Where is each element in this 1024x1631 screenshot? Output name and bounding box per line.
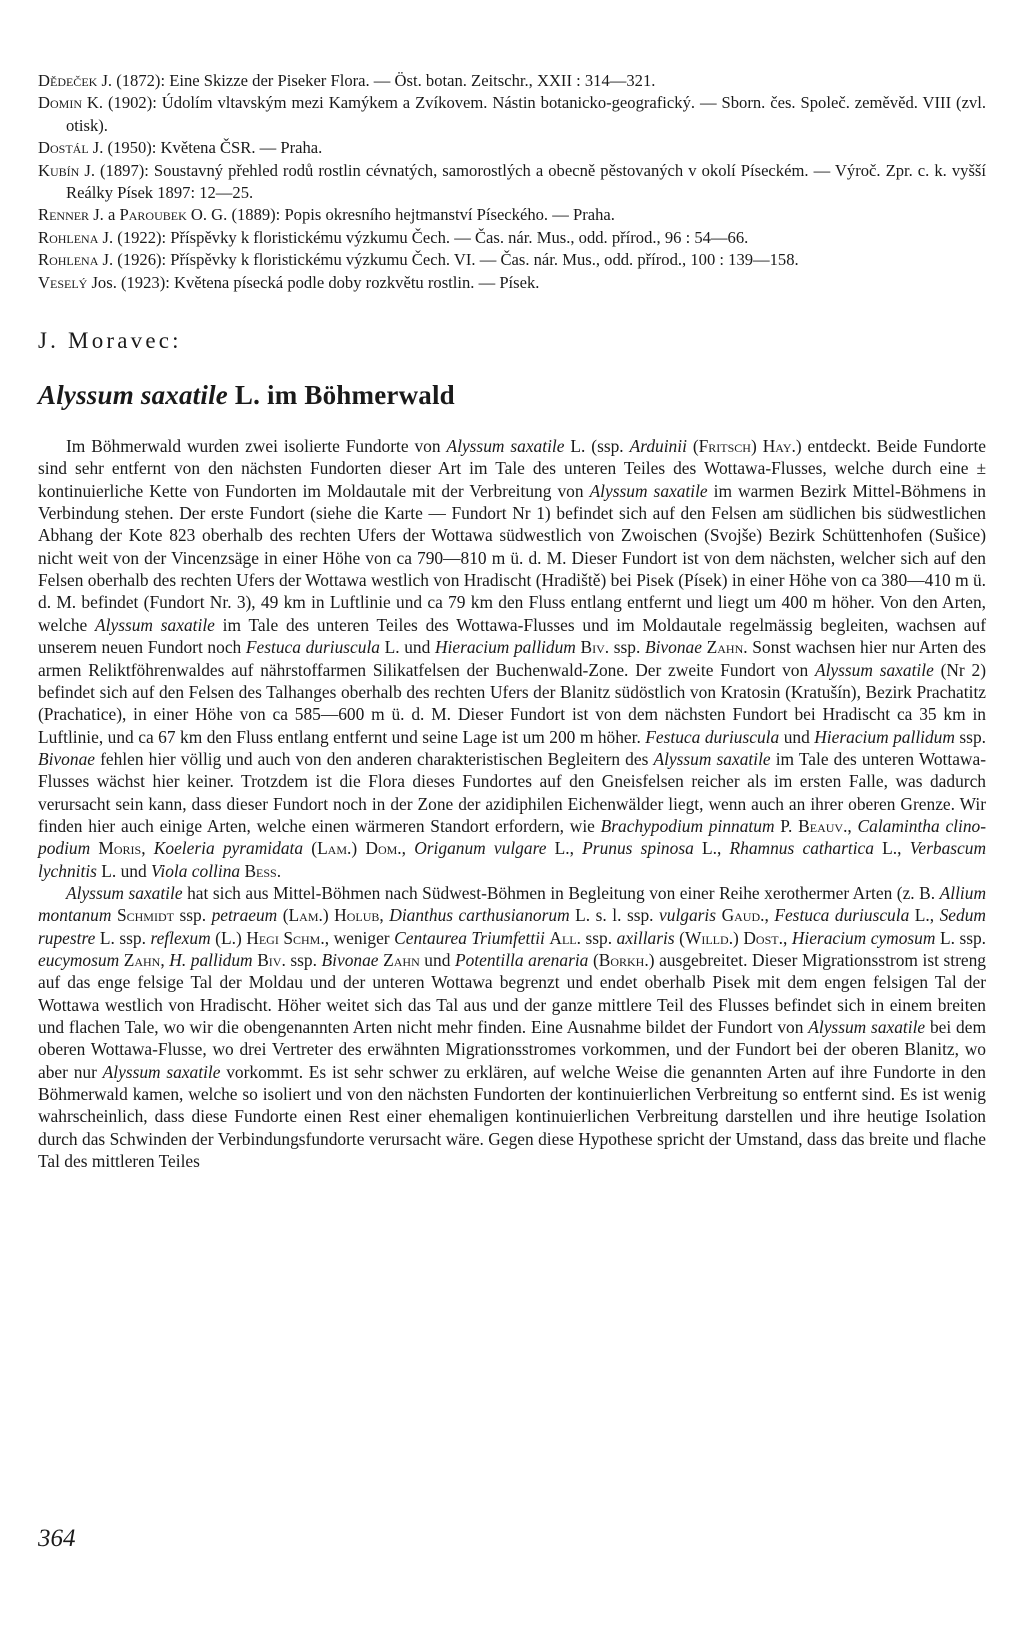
text-span: L. und — [96, 860, 152, 881]
body-paragraph — [38, 882, 986, 1172]
text-span: . ssp. — [604, 637, 645, 658]
smallcaps-span: Schmidt — [116, 905, 174, 926]
text-span: .) entdeckt. Beide Fundorte sind sehr entfernt von den nächsten Fundorten dieser Art im Tale des unteren Teiles des Wottawa-Flusses, welche durch eine ± kontinuierliche Kette von Fundorten im Moldautale mit der Verbreitung von — [38, 436, 987, 501]
reference-entry — [38, 160, 986, 205]
smallcaps-span: Paroubek — [119, 205, 187, 225]
smallcaps-span: Bess — [244, 860, 277, 881]
italic-span: Bivonae — [644, 637, 702, 658]
text-span: L. ssp. — [95, 927, 151, 948]
italic-span: Hieracium cymosum — [791, 927, 936, 948]
text-span: .) — [728, 927, 744, 948]
italic-span: Bivonae — [38, 748, 95, 769]
italic-span: Alyssum saxatile — [814, 659, 934, 680]
italic-span: Calamintha clinopodium — [38, 815, 987, 859]
text-span: ., weniger — [320, 927, 395, 948]
text-span: L. s. l. ssp. — [569, 905, 660, 926]
text-span: L., — [909, 905, 940, 926]
smallcaps-span: Beauv — [798, 815, 844, 836]
italic-span: Brachypodium pinnatum — [600, 815, 775, 836]
text-span: ssp. — [954, 726, 986, 747]
smallcaps-span: Biv — [580, 637, 605, 658]
article-title — [38, 380, 986, 411]
page-number: 364 — [38, 1525, 76, 1552]
text-span: . Sonst wachsen hier nur Arten des armen Reliktföhrenwaldes auf nährstoffarmen Silikatfelsen der Buchenwald-Zone. Der zweite Fundort von — [38, 637, 987, 680]
smallcaps-span: All — [549, 927, 577, 948]
text-span: J. (1950): Květena ČSR. — Praha. — [88, 138, 323, 158]
text-span: (L.) — [210, 927, 247, 948]
italic-span: petraeum — [211, 905, 278, 926]
text-span: vorkommt. Es ist sehr schwer zu erklären, auf welche Weise die genannten Arten auf ihre Fundorte in den Böhmerwald kamen, welche so isoliert und von den nächsten Fundorten der kontinuierlichen Verbreitung so entfernt sind. Es ist wenig wahrscheinlich, dass diese Fundorte einen Rest einer ehemaligen kontinuierlichen Verbreitung darstellen und ihre heutige Isolation durch das Schwinden der Verbindungsfundorte verursacht wäre. Gegen diese Hypothese spricht der Umstand, dass das breite und flache Tal des mittleren Teiles — [38, 1061, 986, 1172]
italic-span: Arduinii — [629, 436, 687, 457]
smallcaps-span: Biv — [257, 949, 282, 970]
reference-entry — [38, 227, 986, 249]
text-span: . — [276, 860, 282, 881]
italic-span: Prunus spinosa — [582, 838, 694, 859]
text-span: L. (ssp. — [564, 436, 630, 457]
smallcaps-span: Dostál — [38, 138, 89, 158]
text-span: J. a — [89, 205, 120, 225]
title-rest: L. im Böhmerwald — [227, 380, 455, 411]
smallcaps-span: Dom — [365, 838, 398, 859]
text-span: im warmen Bezirk Mittel-Böhmens in Verbindung stehen. Der erste Fundort (siehe die Karte — Fundort Nr 1) befindet sich auf den Felsen am südlichen bis südwestlichen Abhang der Kote 823 oberhalb des rechten Ufers der Wottawa südwestlich von Zwoischen (Svojše) Bezirk Schüttenhofen (Sušice) nicht weit von der Vincenzsäge in einer Höhe von ca 790—810 m ü. d. M. Dieser Fundort ist von dem nächsten, welcher sich auf den Felsen oberhalb des rechten Ufers der Wottawa westlich von Hradischt (Hradiště) bei Pisek (Písek) in einer Höhe von ca 380—410 m ü. d. M. befindet (Fundort Nr. 3), 49 km in Luftlinie und ca 79 km den Fluss entlang entfernt und liegt um 400 m höher. Von den Arten, welche — [38, 480, 986, 635]
text-span: ., — [778, 927, 792, 948]
smallcaps-span: Willd — [684, 927, 729, 948]
text-span: . ssp. — [281, 949, 322, 970]
smallcaps-span: Borkh — [598, 949, 645, 970]
smallcaps-span: Zahn — [706, 637, 744, 658]
smallcaps-span: Renner — [38, 205, 90, 225]
text-span: .) — [347, 838, 366, 859]
body-paragraph — [38, 435, 986, 882]
text-span: Im Böhmerwald wurden zwei isolierte Fundorte von — [66, 436, 447, 457]
italic-span: Festuca duriuscula — [645, 726, 780, 747]
text-span: J. (1926): Příspěvky k floristickému výzkumu Čech. VI. — Čas. nár. Mus., odd. přírod., 100 : 139—158. — [98, 250, 799, 270]
text-span: P. — [774, 815, 799, 836]
smallcaps-span: Hay — [762, 436, 792, 457]
italic-span: Origanum vulgare — [414, 838, 547, 859]
text-span: , — [141, 838, 154, 859]
italic-span: Centaurea Triumfettii — [394, 927, 545, 948]
text-span: ( — [674, 927, 685, 948]
text-span: Jos. (1923): Květena písecká podle doby rozkvětu rostlin. — Písek. — [87, 272, 540, 292]
reference-list — [38, 70, 986, 294]
text-span: ( — [277, 905, 289, 926]
text-span: ) — [750, 436, 763, 457]
italic-span: Alyssum saxatile — [589, 480, 708, 501]
text-span: L., — [546, 838, 583, 859]
italic-span: H. pallidum — [169, 949, 253, 970]
reference-entry — [38, 137, 986, 159]
text-span: , — [379, 905, 390, 926]
article-author: J. Moravec: — [38, 328, 182, 354]
text-span: ( — [303, 838, 318, 859]
smallcaps-span: Moris — [98, 838, 142, 859]
page-content — [38, 70, 986, 1172]
text-span: im Tale des unteren Wottawa-Flusses wächst hier keiner. Trotzdem ist die Flora dieses Fundortes auf den Gneisfelsen reicher als im ersten Falle, was dadurch verursacht sein kann, dass dieser Fundort noch in der Zone der azidiphilen Eichenwälder liegt, wenn auch an ihrer oberen Grenze. Wir finden hier auch einige Arten, welche einen wärmeren Standort erfordern, wie — [38, 748, 986, 836]
text-span: . ssp. — [576, 927, 617, 948]
text-span: ssp. — [173, 905, 212, 926]
smallcaps-span: Veselý — [38, 272, 88, 292]
text-span: ., — [843, 815, 858, 836]
italic-span: Bivonae — [321, 949, 379, 970]
text-span: L., — [873, 838, 910, 859]
smallcaps-span: Kubín — [38, 160, 80, 180]
smallcaps-span: Gaud — [721, 905, 761, 926]
italic-span: Rhamnus cathartica — [729, 838, 874, 859]
italic-span: Sedum rupestre — [38, 905, 986, 948]
text-span: J. (1872): Eine Skizze der Piseker Flora. — Öst. botan. Zeitschr., XXII : 314—321. — [97, 71, 656, 90]
text-span: ., — [760, 905, 775, 926]
text-span: und — [419, 949, 455, 970]
smallcaps-span: Zahn — [123, 949, 161, 970]
text-span: ., — [397, 838, 415, 859]
smallcaps-span: Domin — [38, 93, 82, 113]
text-span: .) ausgebreitet. Dieser Migrationsstrom ist streng auf das enge felsige Tal der Moldau und der unteren Wottawa begrenzt und endet oberhalb Pisek mit dem engen felsigen Tal der Wottawa westlich von Hradischt. Höher weitet sich das Tal aus und der ganze mittlere Teil des Flusses befindet sich in einem breiten und flachen Tale, wo wir die obengenannten Arten nicht mehr finden. Eine Ausnahme bildet der Fundort von — [38, 949, 986, 1037]
italic-span: axillaris — [616, 927, 675, 948]
smallcaps-span: Dědeček — [38, 71, 98, 90]
smallcaps-span: Hegi Schm — [246, 927, 321, 948]
italic-span: Potentilla arenaria — [454, 949, 589, 970]
italic-span: Verbascum lychnitis — [38, 838, 987, 881]
smallcaps-span: Lam — [317, 838, 348, 859]
italic-span: Alyssum saxatile — [653, 748, 771, 769]
italic-span: Koeleria pyramidata — [153, 838, 304, 859]
text-span: (Nr 2) befindet sich auf den Felsen des Talhanges oberhalb des rechten Ufers der Blanitz südöstlich von Kratosin (Kratušín), Bezirk Prachatitz (Prachatice), in einer Höhe von ca 585—600 m ü. d. M. Dieser Fundort ist von dem nächsten Fundort bei Hradischt ca 35 km in Luftlinie, und ca 67 km den Fluss entlang entfernt und seine Lage ist um 200 m höher. — [38, 659, 986, 747]
text-span: ( — [686, 436, 699, 457]
italic-span: reflexum — [150, 927, 211, 948]
italic-span: eucymosum — [38, 949, 120, 970]
smallcaps-span: Fritsch — [698, 436, 751, 457]
text-span: K. (1902): Údolím vltavským mezi Kamýkem a Zvíkovem. Nástin botanicko-geografický. — Sborn. čes. Společ. zeměvěd. VIII (zvl. otisk). — [66, 93, 986, 135]
text-span: hat sich aus Mittel-Böhmen nach Südwest-Böhmen in Begleitung von einer Reihe xerothermer Arten (z. B. — [182, 882, 940, 903]
smallcaps-span: Zahn — [383, 949, 420, 970]
reference-entry — [38, 204, 986, 226]
text-span: und — [779, 726, 815, 747]
text-span: .) — [318, 905, 335, 926]
italic-span: Alyssum saxatile — [808, 1017, 926, 1037]
smallcaps-span: Dost — [743, 927, 779, 948]
text-span: bei dem oberen Wottawa-Flusse, wo drei Vertreter des erwähnten Migrationsstromes vorkommen, und der Fundort bei der oberen Blanitz, wo aber nur — [38, 1017, 986, 1082]
reference-entry — [38, 70, 986, 92]
italic-span: vulgaris — [659, 905, 717, 926]
smallcaps-span: Rohlena — [38, 227, 99, 247]
smallcaps-span: Rohlena — [38, 250, 99, 270]
text-span: ( — [588, 949, 599, 970]
text-span: im Tale des unteren Teiles des Wottawa-Flusses und im Moldautale regelmässig begleiten, wachsen auf unserem neuen Fundort noch — [38, 614, 986, 658]
text-span: L., — [693, 838, 730, 859]
text-span: fehlen hier völlig und auch von den anderen charakteristischen Begleitern des — [94, 748, 654, 769]
text-span: J. (1922): Příspěvky k floristickému výzkumu Čech. — Čas. nár. Mus., odd. přírod., 96 : 54—66. — [98, 227, 749, 247]
reference-entry — [38, 249, 986, 271]
smallcaps-span: Lam — [288, 905, 319, 926]
italic-span: Alyssum saxatile — [102, 1061, 221, 1082]
text-span: L. ssp. — [935, 927, 987, 948]
reference-entry — [38, 92, 986, 137]
text-span: O. G. (1889): Popis okresního hejtmanství Píseckého. — Praha. — [186, 205, 615, 225]
italic-span: Dianthus carthusianorum — [389, 905, 570, 926]
italic-span: Festuca duriuscula — [774, 905, 910, 926]
text-span: L. und — [379, 637, 435, 658]
italic-span: Viola collina — [151, 860, 241, 881]
title-species: Alyssum saxatile — [38, 380, 228, 411]
article-body — [38, 435, 986, 1172]
italic-span: Hieracium pallidum — [434, 637, 576, 658]
reference-entry — [38, 272, 986, 294]
smallcaps-span: Holub — [334, 905, 380, 926]
italic-span: Allium montanum — [38, 882, 987, 926]
italic-span: Festuca duriuscula — [245, 637, 380, 658]
italic-span: Alyssum saxatile — [66, 882, 183, 903]
italic-span: Alyssum saxatile — [446, 436, 565, 457]
italic-span: Alyssum saxatile — [95, 614, 215, 635]
text-span: , — [160, 949, 170, 970]
italic-span: Hieracium pallidum — [814, 726, 955, 747]
text-span: J. (1897): Soustavný přehled rodů rostlin cévnatých, samorostlých a obecně pěstovaných v okolí Píseckém. — Výroč. Zpr. c. k. vyšší Reálky Písek 1897: 12—25. — [66, 160, 986, 203]
